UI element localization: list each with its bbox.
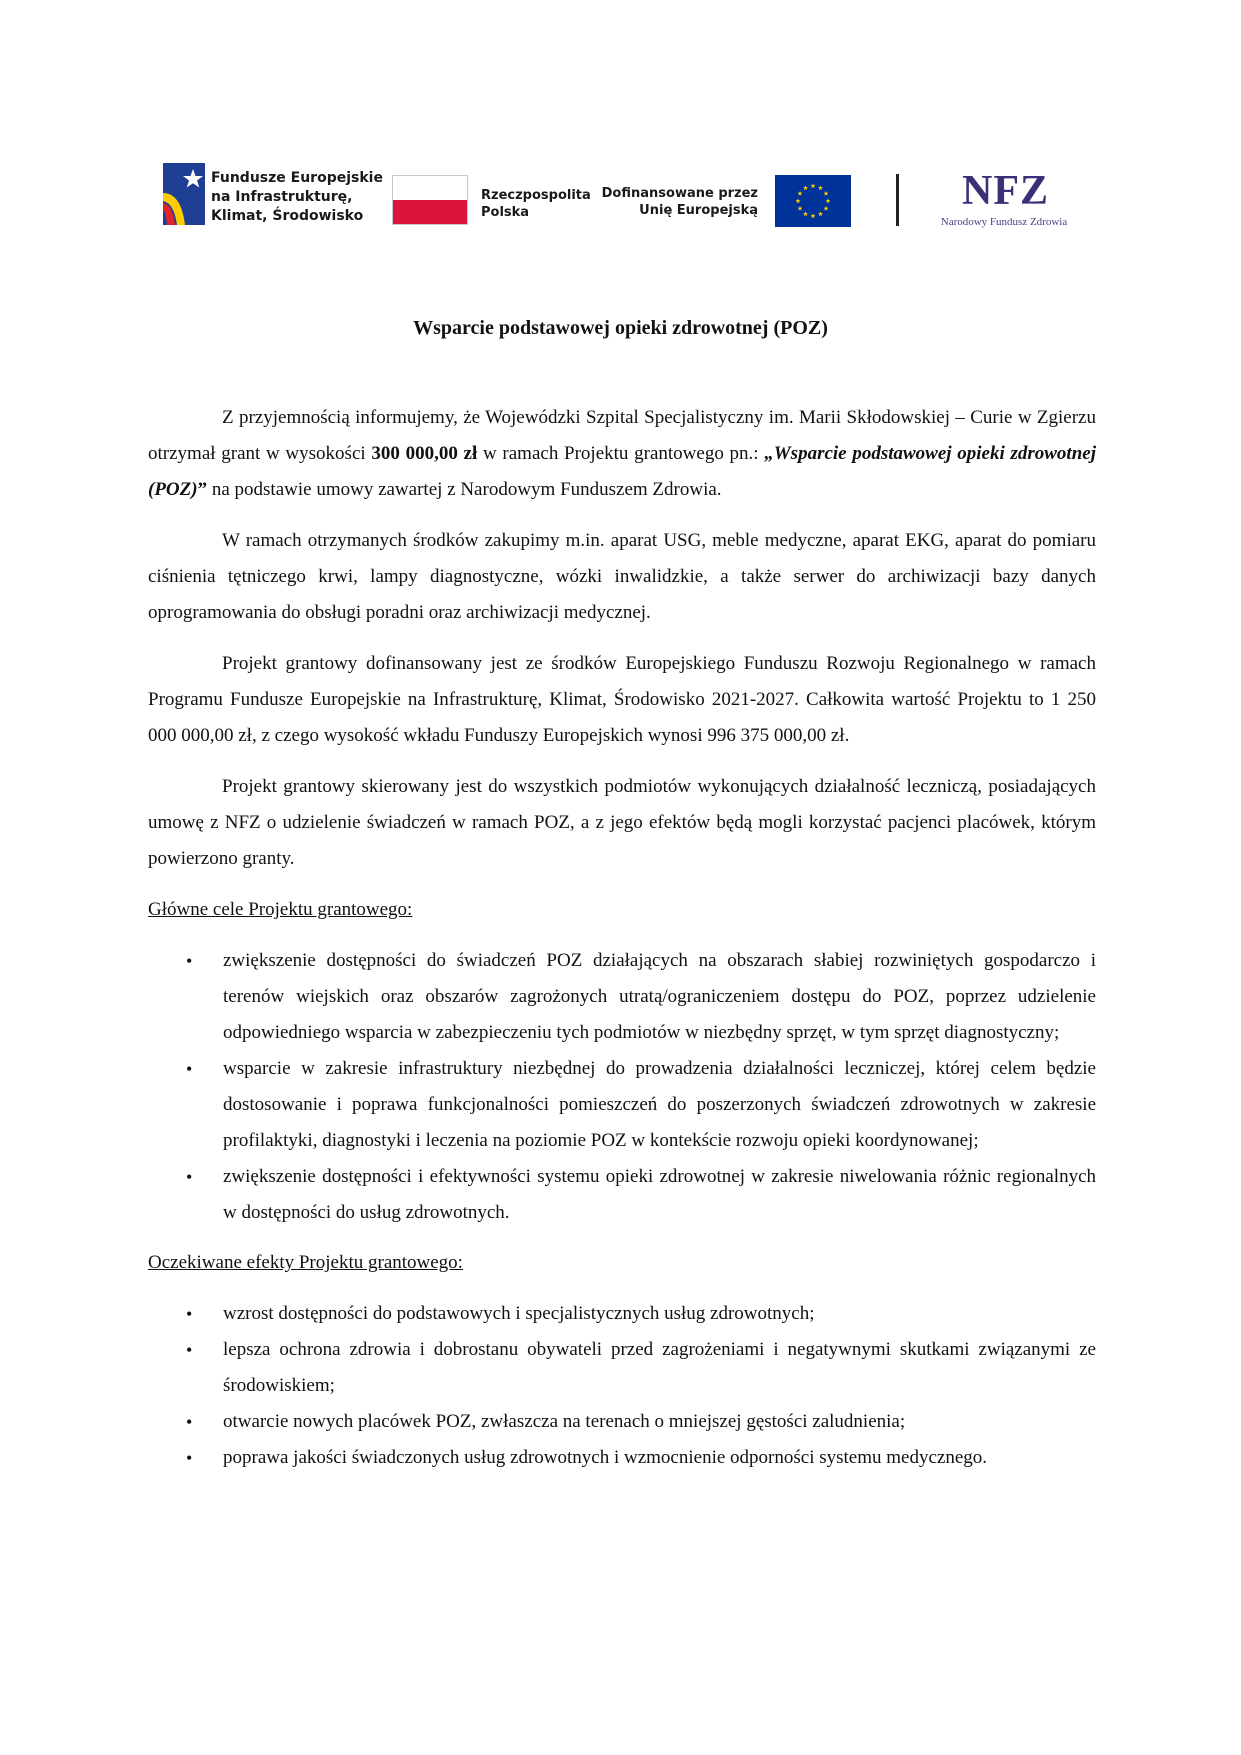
paragraph-2: W ramach otrzymanych środków zakupimy m.in. aparat USG, meble medyczne, aparat EKG, aparat do pomiaru ciśnienia tętniczego krwi, lampy diagnostyczne, wózki inwalidzkie, a także serwer do archiwizacji bazy danych oprogramowania do obsługi poradni oraz archiwizacji medycznej. [148, 530, 1096, 623]
paragraph-1-part-1: Z przyjemnością informujemy, że Wojewódzki Szpital Specjalistyczny im. Marii Skłodowskiej – Curie w Zgierzu otrzymał grant w wysokości [148, 407, 1096, 464]
list-item-text: otwarcie nowych placówek POZ, zwłaszcza na terenach o mniejszej gęstości zaludnienia; [223, 1411, 906, 1432]
list-item-text: wsparcie w zakresie infrastruktury niezbędnej do prowadzenia działalności leczniczej, której celem będzie dostosowanie i poprawa funkcjonalności pomieszczeń do poszerzonych świadczeń zdrowotnych w zakresie profilaktyki, diagnostyki i leczenia na poziomie POZ w kontekście rozwoju opieki koordynowanej; [223, 1058, 1096, 1151]
list-item [186, 1051, 1096, 1159]
bullet-icon: • [186, 1059, 193, 1079]
nfz-mark: NFZ [962, 168, 1049, 214]
fe-logo-text [211, 169, 383, 226]
bullet-icon: • [186, 1304, 193, 1324]
bullet-icon: • [186, 1340, 193, 1360]
page-title: Wsparcie podstawowej opieki zdrowotnej (POZ) [413, 317, 828, 339]
fe-star-icon [163, 163, 205, 225]
project-name: „Wsparcie podstawowej opieki zdrowotnej (POZ) [148, 443, 1096, 500]
logo-divider [896, 174, 899, 226]
paragraph-4: Projekt grantowy skierowany jest do wszystkich podmiotów wykonujących działalność leczniczą, posiadających umowę z NFZ o udzielenie świadczeń w ramach POZ, a z jego efektów będą mogli korzystać pacjenci placówek, którym powierzono granty. [148, 776, 1096, 869]
project-name-quote: ” [197, 479, 208, 500]
paragraph-1-part-2: w ramach Projektu grantowego pn.: [477, 443, 765, 464]
paragraph-1-part-3: na podstawie umowy zawartej z Narodowym Funduszem Zdrowia. [207, 479, 722, 500]
list-item-text: zwiększenie dostępności do świadczeń POZ działających na obszarach słabiej rozwiniętych gospodarczo i terenów wiejskich oraz obszarów zagrożonych utratą/ograniczeniem dostępu do POZ, poprzez udzielenie odpowiedniego wsparcia w zabezpieczeniu tych podmiotów w niezbędny sprzęt, w tym sprzęt diagnostyczny; [223, 950, 1096, 1043]
pl-line-1: Rzeczpospolita [481, 188, 591, 203]
eu-flag-icon [775, 175, 851, 227]
logo-strip [0, 0, 1241, 260]
effects-heading: Oczekiwane efekty Projektu grantowego: [148, 1252, 463, 1273]
bullet-icon: • [186, 951, 193, 971]
nfz-subtitle: Narodowy Fundusz Zdrowia [940, 216, 1068, 228]
bullet-icon: • [186, 1448, 193, 1468]
fe-line-2: na Infrastrukturę, [211, 189, 353, 205]
list-item-text: wzrost dostępności do podstawowych i specjalistycznych usług zdrowotnych; [223, 1303, 815, 1324]
fe-line-1: Fundusze Europejskie [211, 170, 383, 186]
paragraph-3: Projekt grantowy dofinansowany jest ze środków Europejskiego Funduszu Rozwoju Regionalnego w ramach Programu Fundusze Europejskie na Infrastrukturę, Klimat, Środowisko 2021-2027. Całkowita wartość Projektu to 1 250 000 000,00 zł, z czego wysokość wkładu Funduszy Europejskich wynosi 996 375 000,00 zł. [148, 653, 1096, 746]
list-item-text: zwiększenie dostępności i efektywności systemu opieki zdrowotnej w zakresie niwelowania różnic regionalnych w dostępności do usług zdrowotnych. [223, 1166, 1096, 1223]
list-item [186, 1332, 1096, 1404]
list-item-text: lepsza ochrona zdrowia i dobrostanu obywateli przed zagrożeniami i negatywnymi skutkami związanymi ze środowiskiem; [223, 1339, 1096, 1396]
goals-heading: Główne cele Projektu grantowego: [148, 899, 413, 920]
pl-line-2: Polska [481, 205, 530, 220]
fe-line-3: Klimat, Środowisko [211, 208, 364, 224]
list-item [186, 1296, 1096, 1332]
list-item-text: poprawa jakości świadczonych usług zdrowotnych i wzmocnienie odporności systemu medycznego. [223, 1447, 988, 1468]
bullet-icon: • [186, 1167, 193, 1187]
list-item [186, 1404, 1096, 1440]
goals-list [148, 943, 1096, 1231]
eu-cofinanced-logo [601, 175, 850, 227]
document-body [148, 400, 1096, 1490]
list-item [186, 1440, 1096, 1476]
nfz-logo [934, 170, 1074, 230]
paragraph-1 [148, 400, 1096, 508]
grant-amount: 300 000,00 zł [371, 443, 478, 464]
eu-line-1: Dofinansowane przez [601, 186, 758, 201]
effects-list [148, 1296, 1096, 1476]
eu-logo-text [602, 185, 758, 219]
list-item [186, 943, 1096, 1051]
polish-flag-icon [392, 175, 468, 225]
list-item [186, 1159, 1096, 1231]
bullet-icon: • [186, 1412, 193, 1432]
eu-line-2: Unię Europejską [639, 203, 758, 218]
pl-logo-text [481, 187, 591, 221]
